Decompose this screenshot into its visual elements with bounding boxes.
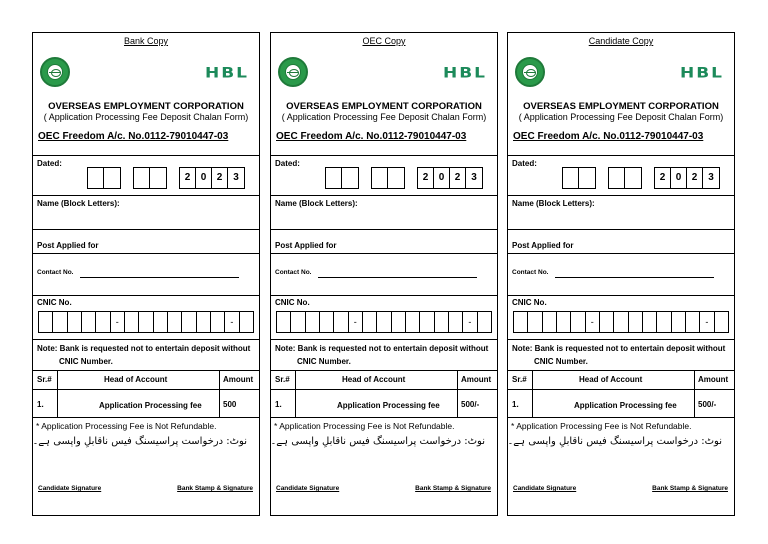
date-year-field[interactable] [417, 167, 483, 189]
date-year-field[interactable] [179, 167, 245, 189]
divider [271, 295, 497, 296]
post-applied-label: Post Applied for [275, 241, 337, 250]
note [37, 342, 255, 368]
col-head: Head of Account [342, 375, 406, 384]
date-month-field[interactable] [371, 167, 405, 189]
urdu-note: نوٹ: درخواست پراسیسنگ فیس ناقابلِ واپسی ہے۔ [270, 436, 485, 447]
cnic-field[interactable] [513, 311, 729, 333]
divider [271, 195, 497, 196]
contact-label: Contact No. [37, 269, 74, 276]
row-head: Application Processing fee [574, 401, 677, 410]
year-digit: 3 [708, 172, 714, 183]
chalan-copy-1 [270, 32, 498, 516]
divider [508, 155, 734, 156]
year-digit: 3 [233, 172, 239, 183]
chalan-copy-0 [32, 32, 260, 516]
contact-label: Contact No. [512, 269, 549, 276]
divider [33, 295, 259, 296]
divider [33, 253, 259, 254]
col-sr: Sr.# [275, 375, 290, 384]
col-amount: Amount [698, 375, 729, 384]
note-line: Note: Bank is requested not to entertain deposit without [275, 344, 489, 353]
contact-field[interactable] [318, 277, 477, 278]
year-digit: 2 [655, 168, 671, 188]
chalan-copy-2 [507, 32, 735, 516]
divider [33, 229, 259, 230]
form-subtitle: ( Application Processing Fee Deposit Chalan Form) [281, 112, 487, 122]
divider [508, 339, 734, 340]
non-refundable-note: * Application Processing Fee is Not Refundable. [36, 421, 217, 431]
date-day-field[interactable] [325, 167, 359, 189]
divider [33, 195, 259, 196]
bank-stamp-signature[interactable]: Bank Stamp & Signature [415, 485, 491, 492]
candidate-signature[interactable]: Candidate Signature [513, 485, 577, 492]
cnic-dash: - [225, 312, 239, 332]
cnic-dash: - [349, 312, 363, 332]
hbl-logo: HBL [442, 64, 487, 82]
cnic-dash: - [463, 312, 477, 332]
contact-field[interactable] [80, 277, 239, 278]
divider [271, 253, 497, 254]
row-amount: 500/- [698, 400, 717, 409]
col-amount: Amount [223, 375, 254, 384]
name-label: Name (Block Letters): [275, 199, 358, 208]
dated-label: Dated: [275, 159, 300, 168]
row-head: Application Processing fee [99, 401, 202, 410]
cnic-label: CNIC No. [512, 298, 547, 307]
bank-stamp-signature[interactable]: Bank Stamp & Signature [177, 485, 253, 492]
post-applied-label: Post Applied for [512, 241, 574, 250]
row-head: Application Processing fee [337, 401, 440, 410]
fee-table [33, 370, 259, 418]
note-line: CNIC Number. [59, 357, 113, 366]
col-head: Head of Account [104, 375, 168, 384]
post-applied-label: Post Applied for [37, 241, 99, 250]
col-head: Head of Account [579, 375, 643, 384]
year-digit: 2 [212, 168, 228, 188]
cnic-dash: - [700, 312, 714, 332]
hbl-logo: HBL [204, 64, 249, 82]
dated-label: Dated: [37, 159, 62, 168]
note [512, 342, 730, 368]
col-sr: Sr.# [37, 375, 52, 384]
date-month-field[interactable] [133, 167, 167, 189]
account-number: OEC Freedom A/c. No.0112-79010447-03 [38, 131, 229, 142]
fee-table [508, 370, 734, 418]
divider [508, 229, 734, 230]
divider [271, 339, 497, 340]
account-number: OEC Freedom A/c. No.0112-79010447-03 [513, 131, 704, 142]
copy-title: OEC Copy [362, 36, 406, 46]
cnic-field[interactable] [38, 311, 254, 333]
name-label: Name (Block Letters): [512, 199, 595, 208]
cnic-label: CNIC No. [37, 298, 72, 307]
divider [508, 195, 734, 196]
note-line: CNIC Number. [534, 357, 588, 366]
year-digit: 3 [471, 172, 477, 183]
hbl-logo: HBL [679, 64, 724, 82]
cnic-field[interactable] [276, 311, 492, 333]
fee-table [271, 370, 497, 418]
copy-title: Candidate Copy [588, 36, 654, 46]
divider [271, 229, 497, 230]
row-amount: 500 [223, 400, 237, 409]
cnic-label: CNIC No. [275, 298, 310, 307]
year-digit: 2 [418, 168, 434, 188]
cnic-dash: - [586, 312, 600, 332]
row-amount: 500/- [461, 400, 480, 409]
non-refundable-note: * Application Processing Fee is Not Refundable. [274, 421, 455, 431]
year-digit: 2 [687, 168, 703, 188]
copy-title: Bank Copy [123, 36, 169, 46]
row-sr: 1. [275, 400, 282, 409]
year-digit: 0 [434, 168, 450, 188]
contact-label: Contact No. [275, 269, 312, 276]
account-number: OEC Freedom A/c. No.0112-79010447-03 [276, 131, 467, 142]
year-digit: 0 [196, 168, 212, 188]
divider [271, 155, 497, 156]
org-name: OVERSEAS EMPLOYMENT CORPORATION [523, 101, 719, 112]
urdu-note: نوٹ: درخواست پراسیسنگ فیس ناقابلِ واپسی ہے۔ [507, 436, 722, 447]
date-day-field[interactable] [87, 167, 121, 189]
candidate-signature[interactable]: Candidate Signature [276, 485, 340, 492]
note-line: CNIC Number. [297, 357, 351, 366]
bank-stamp-signature[interactable]: Bank Stamp & Signature [652, 485, 728, 492]
non-refundable-note: * Application Processing Fee is Not Refundable. [511, 421, 692, 431]
note [275, 342, 493, 368]
oec-logo-icon [278, 57, 308, 87]
divider [33, 339, 259, 340]
form-subtitle: ( Application Processing Fee Deposit Chalan Form) [518, 112, 724, 122]
urdu-note: نوٹ: درخواست پراسیسنگ فیس ناقابلِ واپسی ہے۔ [32, 436, 247, 447]
divider [508, 295, 734, 296]
note-line: Note: Bank is requested not to entertain deposit without [512, 344, 726, 353]
row-sr: 1. [512, 400, 519, 409]
date-year-field[interactable] [654, 167, 720, 189]
year-digit: 0 [671, 168, 687, 188]
divider [508, 253, 734, 254]
org-name: OVERSEAS EMPLOYMENT CORPORATION [48, 101, 244, 112]
contact-field[interactable] [555, 277, 714, 278]
date-month-field[interactable] [608, 167, 642, 189]
dated-label: Dated: [512, 159, 537, 168]
date-day-field[interactable] [562, 167, 596, 189]
form-subtitle: ( Application Processing Fee Deposit Chalan Form) [43, 112, 249, 122]
cnic-dash: - [111, 312, 125, 332]
org-name: OVERSEAS EMPLOYMENT CORPORATION [286, 101, 482, 112]
row-sr: 1. [37, 400, 44, 409]
oec-logo-icon [40, 57, 70, 87]
col-sr: Sr.# [512, 375, 527, 384]
year-digit: 2 [180, 168, 196, 188]
oec-logo-icon [515, 57, 545, 87]
year-digit: 2 [450, 168, 466, 188]
name-label: Name (Block Letters): [37, 199, 120, 208]
divider [33, 155, 259, 156]
candidate-signature[interactable]: Candidate Signature [38, 485, 102, 492]
note-line: Note: Bank is requested not to entertain deposit without [37, 344, 251, 353]
col-amount: Amount [461, 375, 492, 384]
